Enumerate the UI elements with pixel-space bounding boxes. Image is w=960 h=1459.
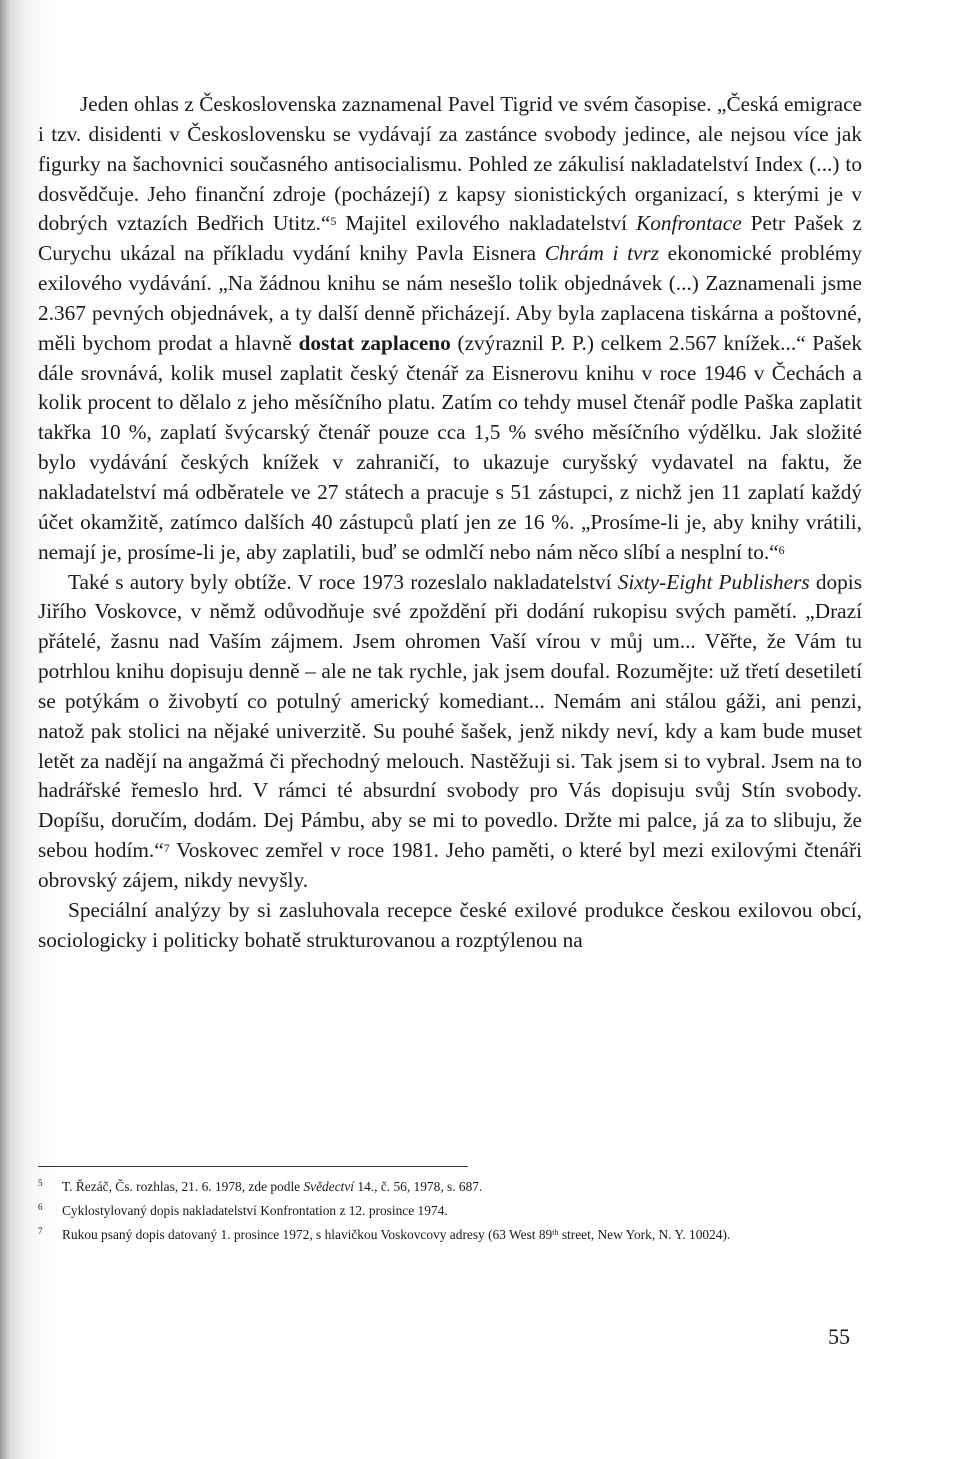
- emphasis: dostat zaplaceno: [298, 330, 451, 355]
- text-run: Jeden ohlas z Československa zaznamenal Pavel Tigrid ve svém časopise. „Česká emigrace i tzv. disidenti v Československu se vydávají za zastánce svobody jedince, ale nejsou více jak figurky na šachovnici současného antisocialismu. Pohled ze zákulisí nakladatelství Index (...) to dosvědčuje. Jeho finanční zdroje (pocházejí) z kapsy sionistických organizací, s kterými je v dobrých vztazích Bedřich Utitz.“: [38, 92, 862, 236]
- footnote-text: Cyklostylovaný dopis nakladatelství Konfrontation z 12. prosince 1974.: [62, 1203, 448, 1218]
- footnote-text: 14., č. 56, 1978, s. 687.: [354, 1179, 483, 1194]
- text-run: Také s autory byly obtíže. V roce 1973 rozeslalo nakladatelství: [68, 569, 618, 594]
- body-text: [38, 90, 862, 955]
- text-run: Speciální analýzy by si zasluhovala recepce české exilové produkce českou exilovou obcí, sociologicky i politicky bohatě strukturovanou a rozptýlenou na: [38, 897, 862, 952]
- journal-title: Svědectví: [303, 1179, 355, 1194]
- footnote-6: [38, 1199, 868, 1223]
- footnote-divider: [38, 1166, 468, 1167]
- footnote-ref-5: 5: [330, 214, 337, 229]
- text-run: dopis Jiřího Voskovce, v němž odůvodňuje své zpoždění při dodání rukopisu svých pamětí. „Drazí přátelé, žasnu nad Vaším zájmem. Jsem ohromen Vaší vírou v můj um... Věřte, že Vám tu potrhlou knihu dopisuju denně – ale ne tak rychle, jak jsem doufal. Rozumějte: už třetí desetiletí se potýkám o živobytí co potulný americký komediant... Nemám ani stálou gáži, ani penzi, natož pak stolici na nějaké univerzitě. Su pouhé šašek, jenž nikdy neví, kdy a kam bude muset letět za nadějí na angažmá či přechodný melouch. Nastěžuji si. Tak jsem si to vybral. Jsem na to hadrářské řemeslo hrd. V rámci té absurdní svobody pro Vás dopisuju svůj Stín svobody. Dopíšu, doručím, dodám. Dej Pámbu, aby se mi to povedlo. Držte mi palce, já za to slibuju, že sebou hodím.“: [38, 569, 862, 863]
- text-run: (zvýraznil P. P.) celkem 2.567 knížek...“ Pašek dále srovnává, kolik musel zaplatit český čtenář za Eisnerovu knihu v roce 1946 v Čechách a kolik procent to dělalo z jeho měsíčního platu. Zatím co tehdy musel čtenář podle Paška zaplatit takřka 10 %, zaplatí švýcarský čtenář pouze cca 1,5 % svého měsíčního výdělku. Jak složité bylo vydávání českých knížek v zahraničí, to ukazuje curyšský vydavatel na faktu, že nakladatelství má odběratele ve 27 státech a pracuje s 51 zástupci, z nichž jen 11 zaplatí každý účet okamžitě, zatímco dalších 40 zástupců platí jen ze 16 %. „Prosíme-li je, aby knihy vrátili, nemají je, prosíme-li je, aby zaplatili, buď se odmlčí nebo nám něco slíbí a nesplní to.“: [38, 330, 862, 564]
- footnote-number: 5: [38, 1178, 43, 1188]
- footnote-text: street, New York, N. Y. 10024).: [558, 1227, 731, 1242]
- paragraph-2: [38, 568, 862, 896]
- footnote-5: [38, 1175, 868, 1199]
- footnote-text: T. Řezáč, Čs. rozhlas, 21. 6. 1978, zde podle: [62, 1179, 304, 1194]
- book-title: Konfrontace: [636, 211, 742, 236]
- footnote-ref-6: 6: [778, 542, 785, 557]
- publisher-name: Sixty-Eight Publishers: [617, 569, 810, 594]
- footnote-number: 7: [38, 1226, 43, 1236]
- footnotes: [38, 1175, 868, 1247]
- text-run: Voskovec zemřel v roce 1981. Jeho paměti, o které byl mezi exilovými čtenáři obrovský zájem, nikdy nevyšly.: [38, 838, 862, 892]
- text-run: Majitel exilového nakladatelství: [336, 211, 636, 236]
- text-run: Petr Pašek z Curychu ukázal na příkladu vydání knihy Pavla Eisnera: [38, 211, 863, 266]
- book-title: Chrám i tvrz: [544, 241, 660, 266]
- footnote-ref-7: 7: [163, 841, 170, 856]
- footnote-7: [38, 1223, 868, 1247]
- ordinal-suffix: th: [552, 1228, 559, 1237]
- paragraph-1: [38, 90, 862, 568]
- paragraph-3: [38, 896, 862, 956]
- text-run: ekonomické problémy exilového vydávání. „Na žádnou knihu se nám nesešlo tolik objednávek (...) Zaznamenali jsme 2.367 pevných objednávek, a ty další denně přicházejí. Aby byla zaplacena tiskárna a poštovné, měli bychom prodat a hlavně: [38, 241, 863, 355]
- page-number: 55: [828, 1324, 850, 1349]
- footnote-number: 6: [38, 1202, 43, 1212]
- footnote-text: Rukou psaný dopis datovaný 1. prosince 1972, s hlavičkou Voskovcovy adresy (63 West 89: [62, 1227, 553, 1242]
